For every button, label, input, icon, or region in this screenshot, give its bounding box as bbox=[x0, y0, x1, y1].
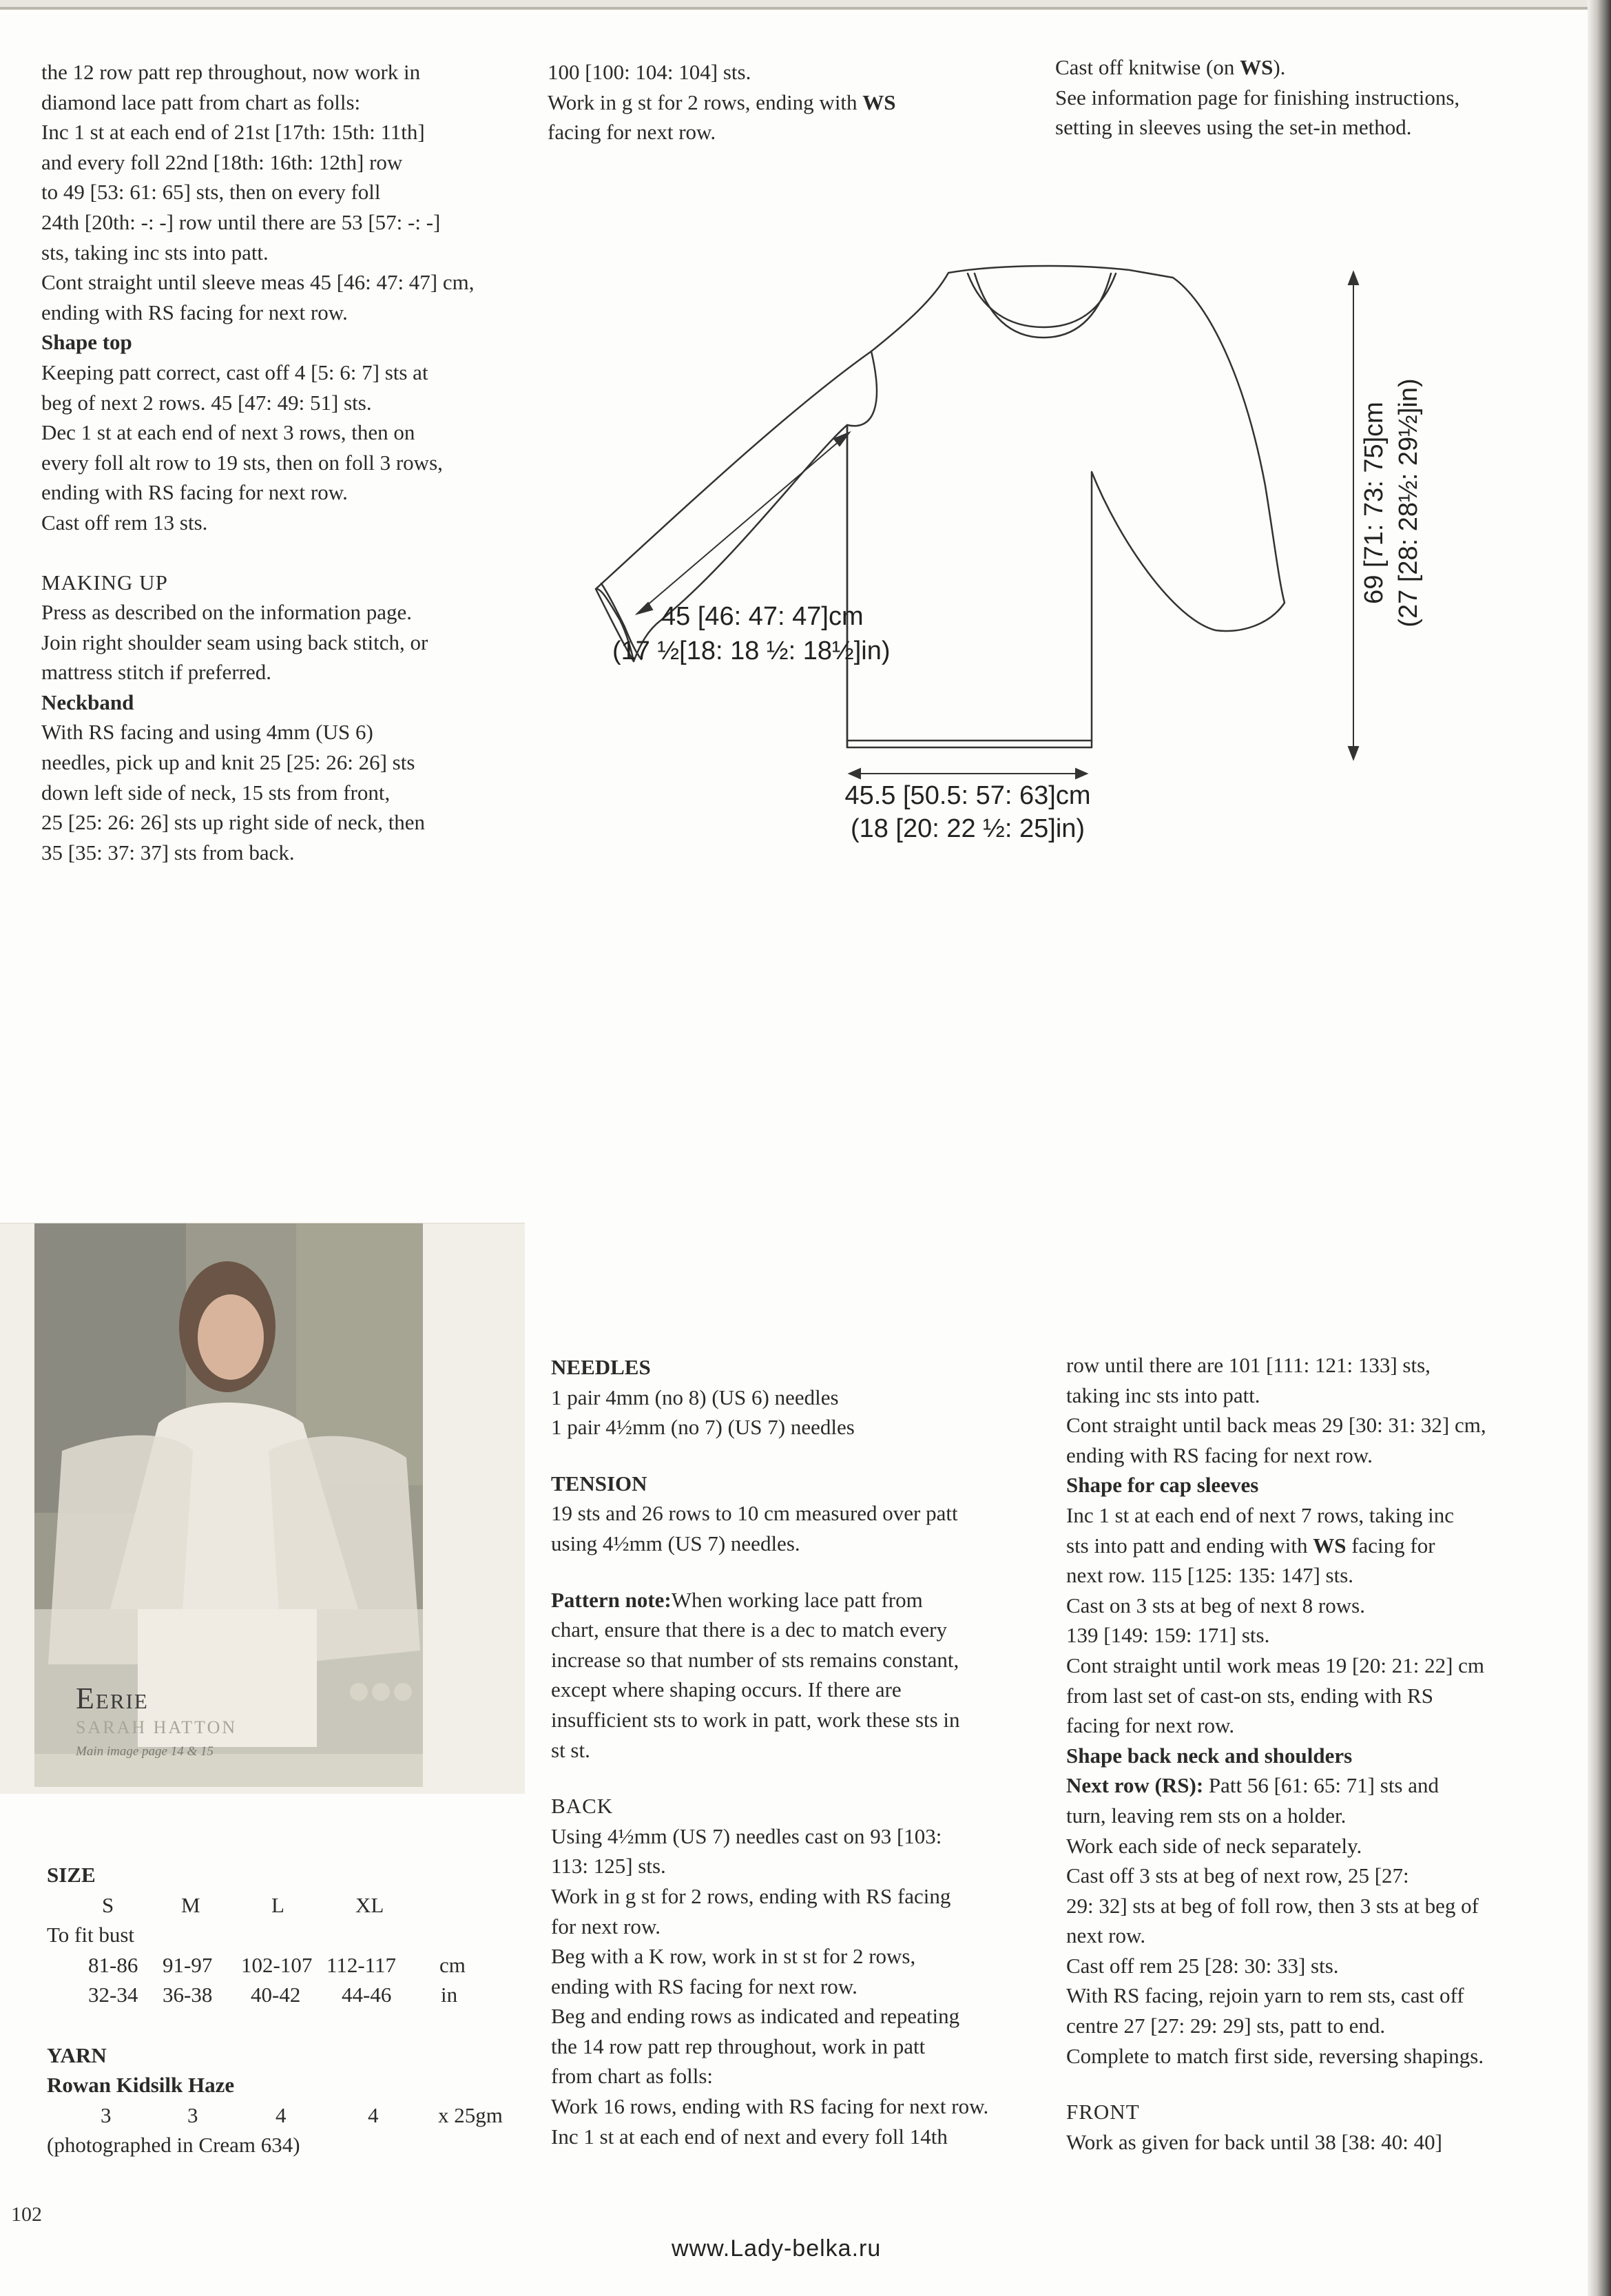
size-col: M bbox=[181, 1892, 200, 1917]
text-line: Inc 1 st at each end of 21st [17th: 15th: 11th] bbox=[41, 120, 425, 145]
text-line: Using 4½mm (US 7) needles cast on 93 [103: bbox=[551, 1823, 942, 1848]
text-span: Cast off knitwise (on bbox=[1055, 55, 1240, 79]
designer-name: SARAH HATTON bbox=[76, 1717, 238, 1737]
next-row-label: Next row (RS): bbox=[1066, 1773, 1204, 1798]
text-line: Join right shoulder seam using back stitch, or bbox=[41, 630, 428, 654]
text-line bbox=[551, 1585, 988, 1615]
text-line: Inc 1 st at each end of next 7 rows, taking inc bbox=[1066, 1502, 1454, 1527]
bust-in: 32-34 bbox=[88, 1983, 138, 2007]
text-line: chart, ensure that there is a dec to match every bbox=[551, 1617, 947, 1642]
yarn-amount: 4 bbox=[368, 2102, 379, 2127]
tension-heading: TENSION bbox=[551, 1471, 647, 1496]
garment-diagram bbox=[582, 258, 1436, 858]
text-line: mattress stitch if preferred. bbox=[41, 660, 271, 685]
text-line: Press as described on the information page. bbox=[41, 600, 413, 625]
yarn-unit: x 25gm bbox=[438, 2102, 503, 2127]
text-line: Cont straight until sleeve meas 45 [46: 47: 47] cm, bbox=[41, 270, 475, 295]
text-line: ending with RS facing for next row. bbox=[41, 300, 348, 324]
text-span: When working lace patt from bbox=[671, 1587, 923, 1612]
shape-top-heading: Shape top bbox=[41, 330, 132, 355]
bust-cm: 81-86 bbox=[88, 1952, 138, 1977]
back-neck-heading: Shape back neck and shoulders bbox=[1066, 1743, 1353, 1768]
body-width-in: (18 [20: 22 ½: 25]in) bbox=[850, 814, 1085, 843]
col2-bottom-text bbox=[551, 1352, 988, 2151]
sleeve-seam bbox=[847, 351, 877, 426]
text-line: st st. bbox=[551, 1737, 590, 1762]
neckband-heading: Neckband bbox=[41, 690, 134, 714]
ws-bold: WS bbox=[1313, 1533, 1347, 1558]
text-line: ending with RS facing for next row. bbox=[551, 1974, 858, 1998]
text-line: from last set of cast-on sts, ending with RS bbox=[1066, 1683, 1433, 1708]
yarn-amount: 3 bbox=[101, 2102, 112, 2127]
text-line: centre 27 [27: 29: 29] sts, patt to end. bbox=[1066, 2014, 1386, 2038]
yarn-heading: YARN bbox=[47, 2042, 107, 2067]
text-line: taking inc sts into patt. bbox=[1066, 1383, 1260, 1407]
text-line: Inc 1 st at each end of next and every foll 14th bbox=[551, 2124, 948, 2149]
text-line: the 12 row patt rep throughout, now work in bbox=[41, 60, 421, 84]
text-line bbox=[1055, 52, 1459, 83]
text-line: Cont straight until work meas 19 [20: 21: 22] cm bbox=[1066, 1653, 1485, 1677]
text-line: needles, pick up and knit 25 [25: 26: 26] sts bbox=[41, 750, 415, 775]
text-line: every foll alt row to 19 sts, then on foll 3 rows, bbox=[41, 450, 443, 475]
text-line: 1 pair 4mm (no 8) (US 6) needles bbox=[551, 1385, 839, 1409]
text-line: turn, leaving rem sts on a holder. bbox=[1066, 1803, 1347, 1828]
text-line: except where shaping occurs. If there are bbox=[551, 1677, 902, 1702]
yarn-amount: 4 bbox=[276, 2102, 287, 2127]
text-line: ending with RS facing for next row. bbox=[41, 480, 348, 505]
text-line: and every foll 22nd [18th: 16th: 12th] row bbox=[41, 149, 403, 174]
text-span: sts into patt and ending with bbox=[1066, 1533, 1313, 1558]
sleeve-length-cm: 45 [46: 47: 47]cm bbox=[661, 602, 864, 631]
text-line: Cast off rem 13 sts. bbox=[41, 510, 208, 535]
text-line: Cast off 3 sts at beg of next row, 25 [27: bbox=[1066, 1863, 1409, 1888]
back-heading: BACK bbox=[551, 1794, 614, 1819]
text-line: 113: 125] sts. bbox=[551, 1854, 666, 1879]
text-line: 25 [25: 26: 26] sts up right side of neck, then bbox=[41, 810, 426, 835]
text-line: for next row. bbox=[551, 1914, 661, 1938]
text-span: Work in g st for 2 rows, ending with bbox=[548, 90, 863, 114]
cap-sleeves-heading: Shape for cap sleeves bbox=[1066, 1473, 1259, 1498]
size-heading: SIZE bbox=[47, 1863, 96, 1887]
size-col: XL bbox=[355, 1892, 384, 1917]
garment-outline bbox=[596, 266, 1285, 747]
text-line: Work each side of neck separately. bbox=[1066, 1833, 1362, 1858]
text-line: Work 16 rows, ending with RS facing for next row. bbox=[551, 2094, 989, 2119]
text-line: 29: 32] sts at beg of foll row, then 3 sts at beg of bbox=[1066, 1893, 1479, 1918]
col3-top-text bbox=[1055, 52, 1459, 143]
spacer bbox=[551, 1559, 988, 1585]
bust-in: 40-42 bbox=[251, 1983, 301, 2007]
text-line: next row. 115 [125: 135: 147] sts. bbox=[1066, 1563, 1354, 1588]
ws-bold: WS bbox=[862, 90, 896, 114]
book-spine-shadow bbox=[1588, 0, 1611, 2296]
needles-heading: NEEDLES bbox=[551, 1355, 651, 1379]
making-up-heading: MAKING UP bbox=[41, 570, 168, 594]
front-heading: FRONT bbox=[1066, 2100, 1140, 2124]
text-line: With RS facing, rejoin yarn to rem sts, cast off bbox=[1066, 1983, 1464, 2008]
unit-in: in bbox=[441, 1983, 458, 2007]
difficulty-dot bbox=[394, 1683, 412, 1701]
text-line: Cast on 3 sts at beg of next 8 rows. bbox=[1066, 1593, 1365, 1617]
text-line: ending with RS facing for next row. bbox=[1066, 1442, 1373, 1467]
text-line: setting in sleeves using the set-in method. bbox=[1055, 115, 1412, 140]
text-line: down left side of neck, 15 sts from front, bbox=[41, 780, 391, 805]
text-line: Work in g st for 2 rows, ending with RS facing bbox=[551, 1883, 951, 1908]
col2-top-text bbox=[548, 57, 896, 147]
spacer bbox=[551, 1765, 988, 1791]
text-line: sts, taking inc sts into patt. bbox=[41, 240, 269, 265]
text-line: facing for next row. bbox=[1066, 1713, 1235, 1738]
ws-bold: WS bbox=[1240, 55, 1274, 79]
text-line: the 14 row patt rep throughout, work in patt bbox=[551, 2034, 926, 2058]
neckline bbox=[968, 273, 1116, 327]
text-line: insufficient sts to work in patt, work these sts in bbox=[551, 1707, 960, 1732]
text-span: facing for bbox=[1346, 1533, 1435, 1558]
yarn-amount: 3 bbox=[187, 2102, 198, 2127]
bust-in: 44-46 bbox=[342, 1983, 392, 2007]
text-line: to 49 [53: 61: 65] sts, then on every foll bbox=[41, 180, 381, 205]
main-image-ref: Main image page 14 & 15 bbox=[76, 1744, 214, 1759]
unit-cm: cm bbox=[439, 1952, 466, 1977]
text-span: ). bbox=[1273, 55, 1286, 79]
bust-in: 36-38 bbox=[163, 1983, 213, 2007]
text-line: diamond lace patt from chart as folls: bbox=[41, 90, 361, 114]
col3-bottom-text bbox=[1066, 1350, 1486, 2157]
spacer bbox=[551, 1442, 988, 1469]
yarn-note: (photographed in Cream 634) bbox=[47, 2133, 300, 2158]
text-line: Keeping patt correct, cast off 4 [5: 6: 7] sts at bbox=[41, 360, 428, 384]
text-line: 35 [35: 37: 37] sts from back. bbox=[41, 840, 295, 865]
text-line bbox=[1066, 1770, 1486, 1801]
text-line bbox=[548, 87, 896, 118]
text-line: Cast off rem 25 [28: 30: 33] sts. bbox=[1066, 1953, 1339, 1978]
text-line: row until there are 101 [111: 121: 133] sts, bbox=[1066, 1353, 1431, 1377]
bust-cm: 102-107 bbox=[241, 1952, 313, 1977]
text-line: Work as given for back until 38 [38: 40: 40] bbox=[1066, 2129, 1442, 2154]
text-span: Patt 56 [61: 65: 71] sts and bbox=[1203, 1773, 1439, 1798]
text-line: from chart as folls: bbox=[551, 2064, 714, 2089]
text-line bbox=[1066, 1531, 1486, 1561]
text-line: facing for next row. bbox=[548, 120, 716, 145]
text-line: Beg with a K row, work in st st for 2 rows, bbox=[551, 1944, 916, 1969]
fit-label: To fit bust bbox=[47, 1923, 134, 1947]
text-line: Beg and ending rows as indicated and repeating bbox=[551, 2004, 960, 2029]
difficulty-dots bbox=[350, 1683, 416, 1704]
text-line: 24th [20th: -: -] row until there are 53 [57: -: -] bbox=[41, 209, 441, 234]
body-length-in: (27 [28: 28½: 29½]in) bbox=[1394, 378, 1423, 628]
yarn-name: Rowan Kidsilk Haze bbox=[47, 2073, 235, 2098]
col1-top-text bbox=[41, 57, 475, 867]
text-line: next row. bbox=[1066, 1923, 1146, 1948]
spacer bbox=[1066, 2071, 1486, 2097]
text-line: Complete to match first side, reversing shapings. bbox=[1066, 2043, 1484, 2068]
text-line: 1 pair 4½mm (no 7) (US 7) needles bbox=[551, 1415, 855, 1440]
text-line: 100 [100: 104: 104] sts. bbox=[548, 60, 751, 84]
text-line: 19 sts and 26 rows to 10 cm measured over patt bbox=[551, 1501, 958, 1526]
text-line: Dec 1 st at each end of next 3 rows, then on bbox=[41, 420, 415, 445]
difficulty-dot bbox=[372, 1683, 390, 1701]
size-col: S bbox=[102, 1892, 114, 1917]
body-width-cm: 45.5 [50.5: 57: 63]cm bbox=[844, 781, 1091, 810]
pattern-note-label: Pattern note: bbox=[551, 1587, 672, 1612]
text-line: With RS facing and using 4mm (US 6) bbox=[41, 720, 373, 745]
bust-cm: 91-97 bbox=[163, 1952, 213, 1977]
size-col: L bbox=[271, 1892, 284, 1917]
page-number: 102 bbox=[11, 2203, 42, 2226]
sleeve-length-in: (17 ½[18: 18 ½: 18½]in) bbox=[612, 637, 891, 665]
spacer bbox=[41, 538, 475, 568]
pattern-title: Eerie bbox=[76, 1682, 149, 1715]
text-line: beg of next 2 rows. 45 [47: 49: 51] sts. bbox=[41, 390, 372, 415]
bust-cm: 112-117 bbox=[326, 1952, 397, 1977]
top-edge-line bbox=[0, 7, 1611, 10]
body-length-cm: 69 [71: 73: 75]cm bbox=[1360, 402, 1389, 604]
text-line: using 4½mm (US 7) needles. bbox=[551, 1531, 800, 1555]
text-line: increase so that number of sts remains constant, bbox=[551, 1647, 959, 1672]
text-line: Cont straight until back meas 29 [30: 31: 32] cm, bbox=[1066, 1413, 1486, 1438]
text-line: 139 [149: 159: 171] sts. bbox=[1066, 1623, 1270, 1648]
difficulty-dot bbox=[350, 1683, 368, 1701]
footer-url: www.Lady-belka.ru bbox=[672, 2235, 882, 2262]
text-line: See information page for finishing instructions, bbox=[1055, 85, 1460, 110]
